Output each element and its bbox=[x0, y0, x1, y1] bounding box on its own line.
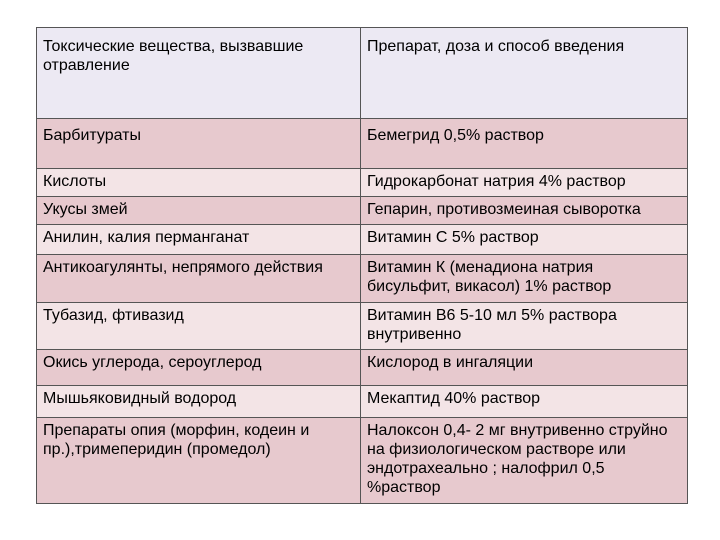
antidote-text: Гидрокарбонат натрия 4% раствор bbox=[367, 173, 626, 190]
antidote-cell bbox=[361, 303, 688, 350]
table-row bbox=[37, 255, 688, 303]
table-row bbox=[37, 169, 688, 197]
substance-cell bbox=[37, 303, 361, 350]
antidote-text: Витамин С 5% раствор bbox=[367, 229, 539, 246]
antidote-cell bbox=[361, 119, 688, 169]
substance-cell bbox=[37, 255, 361, 303]
substance-cell bbox=[37, 169, 361, 197]
substance-text: Укусы змей bbox=[43, 201, 128, 218]
antidote-text: Налоксон 0,4- 2 мг внутривенно струйно на физиологическом растворе или эндотрахеально ; налофрил 0,5 %раствор bbox=[367, 422, 668, 496]
antidote-text: Мекаптид 40% раствор bbox=[367, 390, 541, 407]
header-cell-substances bbox=[37, 28, 361, 119]
table-row bbox=[37, 303, 688, 350]
antidote-cell bbox=[361, 386, 688, 418]
substance-cell bbox=[37, 197, 361, 225]
substance-text: Барбитураты bbox=[43, 127, 141, 144]
substance-text: Препараты опия (морфин, кодеин и пр.),тримеперидин (промедол) bbox=[43, 422, 310, 458]
table-header-row bbox=[37, 28, 688, 119]
table-row bbox=[37, 119, 688, 169]
antidote-cell bbox=[361, 255, 688, 303]
substance-cell bbox=[37, 350, 361, 386]
antidote-text: Гепарин, противозмеиная сыворотка bbox=[367, 201, 641, 218]
header-cell-antidote bbox=[361, 28, 688, 119]
substance-cell bbox=[37, 386, 361, 418]
substance-text: Окись углерода, сероуглерод bbox=[43, 354, 262, 371]
substance-text: Тубазид, фтивазид bbox=[43, 307, 184, 324]
substance-cell bbox=[37, 225, 361, 255]
antidote-cell bbox=[361, 418, 688, 504]
substance-cell bbox=[37, 418, 361, 504]
antidote-cell bbox=[361, 169, 688, 197]
antidote-text: Бемегрид 0,5% раствор bbox=[367, 127, 544, 144]
table-row bbox=[37, 225, 688, 255]
table-row bbox=[37, 350, 688, 386]
table-row bbox=[37, 197, 688, 225]
antidote-cell bbox=[361, 197, 688, 225]
antidote-cell bbox=[361, 350, 688, 386]
table-row bbox=[37, 386, 688, 418]
table-row bbox=[37, 418, 688, 504]
header-substances-text: Токсические вещества, вызвавшие отравление bbox=[43, 38, 304, 74]
antidote-text: Кислород в ингаляции bbox=[367, 354, 534, 371]
substance-text: Мышьяковидный водород bbox=[43, 390, 237, 407]
antidote-table bbox=[36, 27, 688, 504]
substance-text: Анилин, калия перманганат bbox=[43, 229, 250, 246]
substance-text: Кислоты bbox=[43, 173, 107, 190]
header-antidote-text: Препарат, доза и способ введения bbox=[367, 38, 625, 55]
antidote-cell bbox=[361, 225, 688, 255]
substance-cell bbox=[37, 119, 361, 169]
substance-text: Антикоагулянты, непрямого действия bbox=[43, 259, 323, 276]
antidote-text: Витамин К (менадиона натрия бисульфит, викасол) 1% раствор bbox=[367, 259, 612, 295]
antidote-text: Витамин В6 5-10 мл 5% раствора внутривенно bbox=[367, 307, 617, 343]
